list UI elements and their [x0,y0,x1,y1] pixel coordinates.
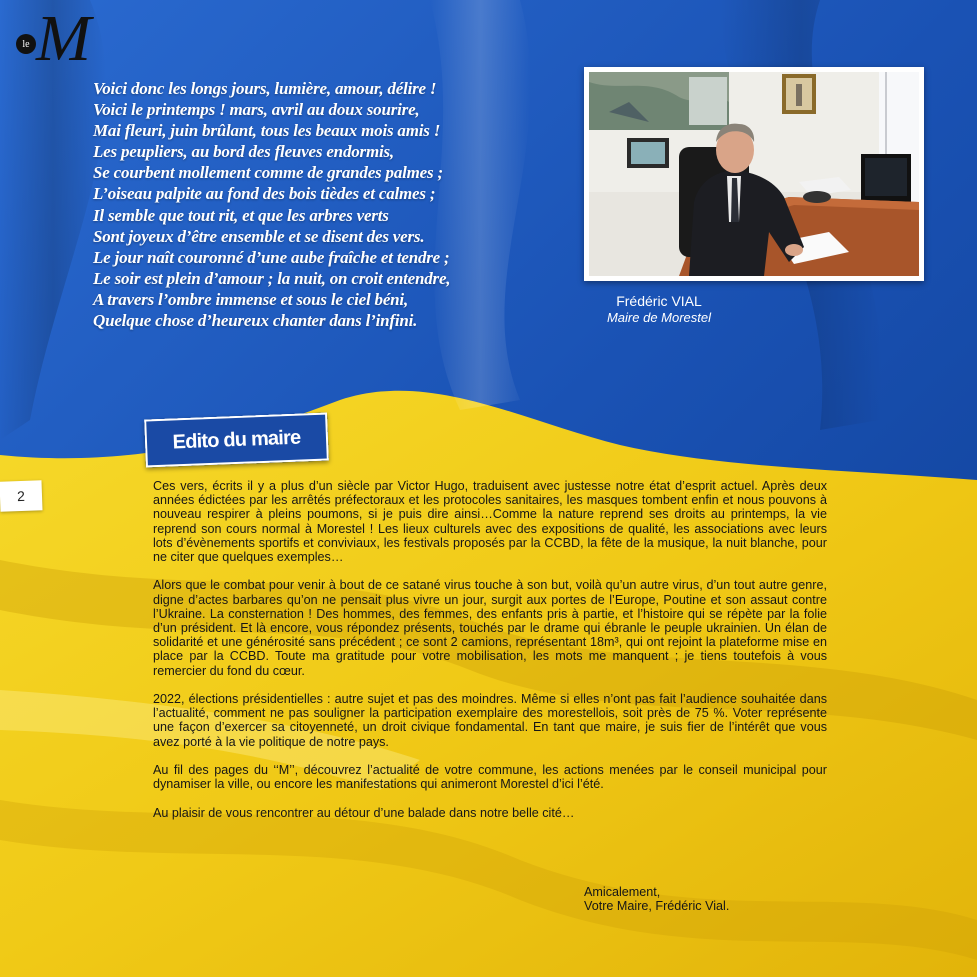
poem-line: Voici le printemps ! mars, avril au doux sourire, [93,100,420,120]
edito-title: Edito du maire [172,426,301,453]
signature-name: Votre Maire, Frédéric Vial. [584,899,730,914]
poem-line: Le soir est plein d’amour ; la nuit, on croit entendre, [93,268,451,288]
poem-line: Mai fleuri, juin brûlant, tous les beaux mois amis ! [93,121,441,141]
magazine-logo [14,2,104,75]
logo-m-letter: M [36,2,91,75]
poem-line: A travers l’ombre immense et sous le ciel béni, [93,289,408,309]
mayor-photo-frame [584,67,924,281]
edito-paragraph: Au fil des pages du ‘‘M’’, découvrez l’actualité de votre commune, les actions menées par le conseil municipal pour dynamiser la ville, ou encore les manifestations qui animeront Morestel d’ici l’été. [153,763,827,792]
edito-body [153,479,827,834]
edito-title-box [144,413,329,468]
edito-signature [584,885,729,913]
poem-line: L’oiseau palpite au fond des bois tièdes et calmes ; [93,184,436,204]
poem-line: Il semble que tout rit, et que les arbres verts [93,205,389,225]
poem-line: Voici donc les longs jours, lumière, amour, délire ! [93,79,437,98]
signature-greeting: Amicalement, [584,885,661,899]
edito-paragraph: Alors que le combat pour venir à bout de ce satané virus touche à son but, voilà qu’un autre virus, d’un tout autre genre, digne d’actes barbares qu’on ne pensait plus vivre un jour, surgit aux portes de l’Europe, Poutine et son assaut contre l’Ukraine. La consternation ! Des hommes, des femmes, des enfants pris à partie, et l’histoire qui se répète par la folie d’un président. Et là encore, vous répondez présents, touchés par le drame qui ébranle le peuple ukrainien. Un élan de solidarité et une générosité sans précédent ; ce sont 2 camions, représentant 18m³, qui ont rejoint la plateforme mise en place par la CCBD. Toute ma gratitude pour votre mobilisation, les mots me manquent ; je tiens toutefois à vous remercier du fond du cœur. [153,578,827,678]
poem-line: Le jour naît couronné d’une aube fraîche et tendre ; [93,247,450,267]
logo-le-badge: le [16,34,36,54]
poem-line: Quelque chose d’heureux chanter dans l’infini. [93,311,418,331]
mayor-photo [589,72,919,276]
poem-line: Les peupliers, au bord des fleuves endormis, [93,142,394,162]
mayor-name: Frédéric VIAL [616,293,702,309]
page-number: 2 [0,480,43,511]
edito-paragraph: Ces vers, écrits il y a plus d’un siècle par Victor Hugo, traduisent avec justesse notre état d’esprit actuel. Après deux années édictées par les arrêtés préfectoraux et les protocoles sanitaires, les masques tombent enfin et nous pouvons à nouveau respirer à pleins poumons, si je puis dire ainsi…Comme la nature reprend ses droits au printemps, la vie reprend son cours normal à Morestel ! Les lieux culturels avec des expositions de qualité, les associations avec leurs lots d’évènements sportifs et conviviaux, les festivals proposés par la CCBD, la fête de la musique, la nuit blanche, pour ne citer que quelques exemples… [153,479,827,565]
poem-line: Sont joyeux d’être ensemble et se disent des vers. [93,226,425,246]
mayor-role: Maire de Morestel [606,310,712,325]
victor-hugo-poem [93,78,573,331]
poem-line: Se courbent mollement comme de grandes palmes ; [93,163,443,183]
edito-paragraph: Au plaisir de vous rencontrer au détour d’une balade dans notre belle cité… [153,805,575,820]
edito-paragraph: 2022, élections présidentielles : autre sujet et pas des moindres. Même si elles n’ont pas fait l’audience souhaitée dans l’actualité, comment ne pas souligner la participation exemplaire des morestellois, soit près de 75 %. Voter représente une façon d’exercer sa citoyenneté, un droit civique fondamental. En tant que maire, je suis fier de l’intérêt que vous avez porté à la vie politique de notre pays. [153,692,827,749]
